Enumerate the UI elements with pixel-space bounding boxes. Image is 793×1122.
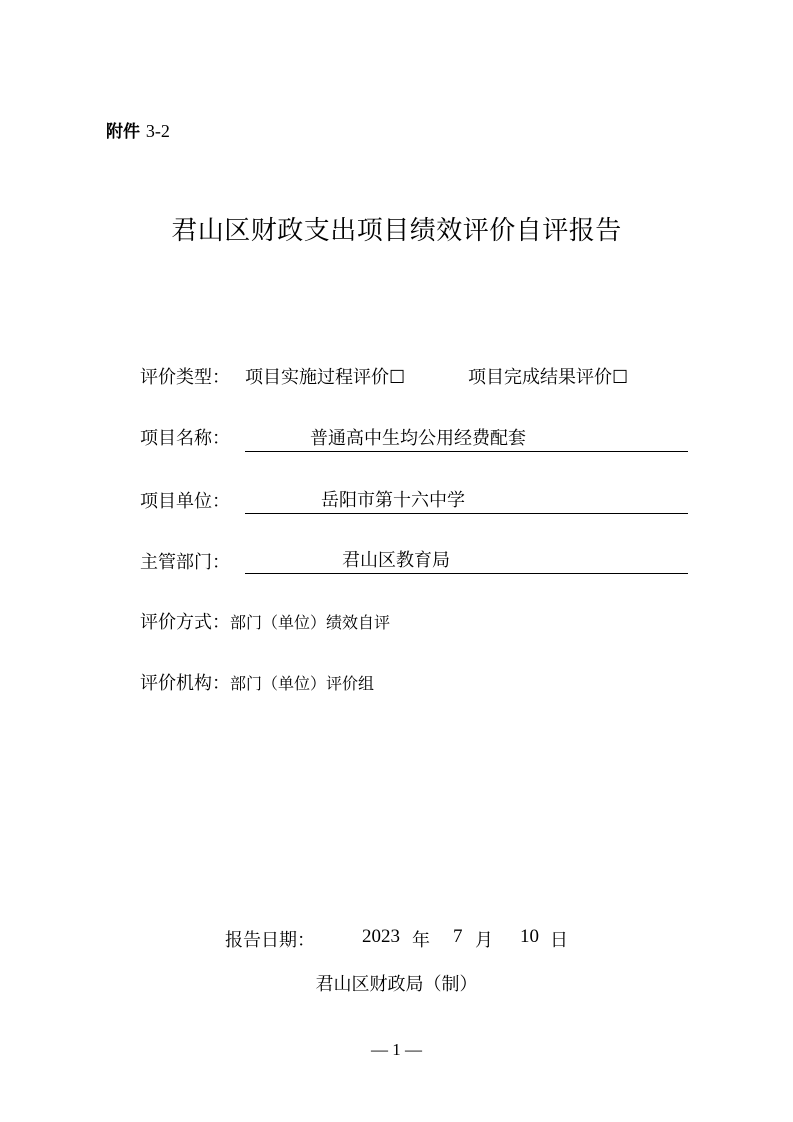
report-date-year: 2023	[362, 926, 400, 947]
eval-agency-value: 部门（单位）评价组	[230, 674, 375, 693]
issuer: 君山区财政局（制）	[315, 974, 478, 995]
project-name-row	[140, 426, 230, 452]
evaluation-type-label: 评价类型：	[140, 367, 230, 388]
attachment-number: 3-2	[145, 121, 170, 141]
project-unit-label: 项目单位：	[140, 491, 230, 512]
evaluation-type-option-process[interactable]	[245, 365, 405, 391]
page-number: — 1 —	[371, 1040, 422, 1059]
report-date-month: 7	[453, 926, 463, 947]
eval-agency-label: 评价机构：	[140, 673, 230, 694]
eval-method-label: 评价方式：	[140, 612, 230, 633]
report-date-row	[225, 926, 585, 954]
page-title: 君山区财政支出项目绩效评价自评报告	[171, 216, 622, 246]
project-unit-field[interactable]	[245, 489, 688, 514]
report-date-day: 10	[520, 926, 539, 947]
report-date-month-unit: 月	[475, 930, 493, 951]
eval-agency-row	[140, 671, 374, 697]
project-name-value: 普通高中生均公用经费配套	[310, 428, 526, 449]
supervisor-value: 君山区教育局	[342, 550, 450, 571]
checkbox-icon[interactable]: ☐	[389, 367, 406, 388]
supervisor-label: 主管部门：	[140, 552, 230, 573]
eval-method-row	[140, 610, 390, 636]
report-date-label: 报告日期：	[225, 930, 315, 951]
option-result-label: 项目完成结果评价	[468, 367, 612, 388]
report-date-day-unit: 日	[550, 930, 568, 951]
attachment-label	[106, 117, 170, 142]
evaluation-type-option-result[interactable]	[468, 365, 628, 391]
supervisor-field[interactable]	[245, 549, 688, 574]
checkbox-icon[interactable]: ☐	[612, 367, 629, 388]
report-date-year-unit: 年	[412, 930, 430, 951]
project-name-field[interactable]	[245, 427, 688, 452]
option-process-label: 项目实施过程评价	[245, 367, 389, 388]
eval-method-value: 部门（单位）绩效自评	[230, 613, 391, 632]
project-unit-row	[140, 489, 230, 515]
evaluation-type-row	[140, 365, 680, 391]
attachment-prefix: 附件	[106, 122, 140, 142]
supervisor-row	[140, 550, 230, 576]
project-unit-value: 岳阳市第十六中学	[321, 490, 465, 511]
project-name-label: 项目名称：	[140, 428, 230, 449]
